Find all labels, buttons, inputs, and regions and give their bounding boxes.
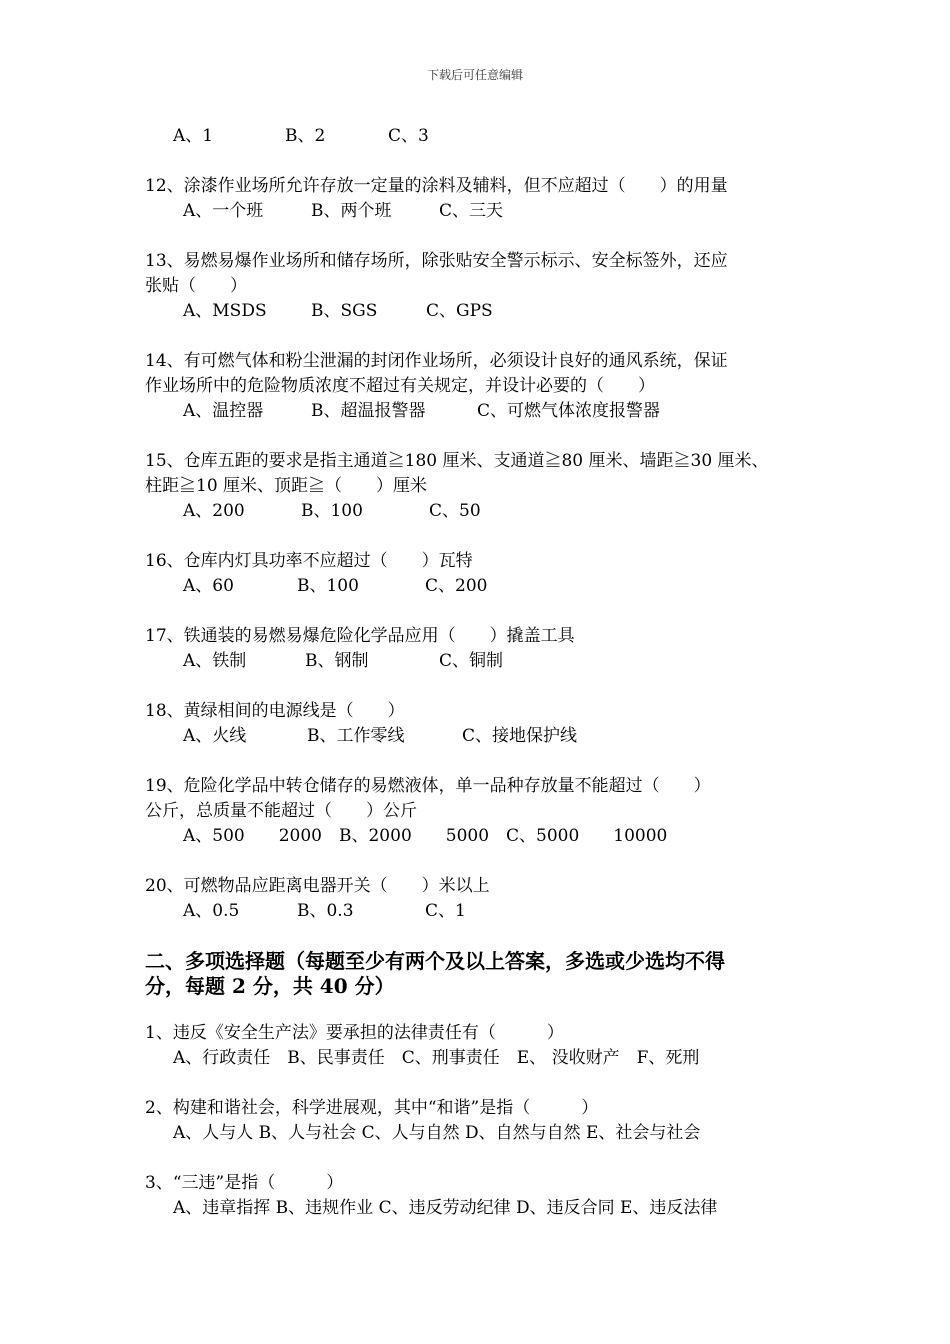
question-13 bbox=[145, 249, 825, 324]
question-text: 16、仓库内灯具功率不应超过（ ）瓦特 bbox=[145, 551, 473, 571]
section-title-line: 二、多项选择题（每题至少有两个及以上答案，多选或少选均不得 bbox=[145, 949, 725, 973]
option-a: A、200 bbox=[183, 501, 245, 521]
option-b: B、SGS bbox=[311, 301, 378, 321]
question-text-cont: 公斤，总质量不能超过（ ）公斤 bbox=[145, 801, 417, 821]
question-11-options bbox=[145, 124, 825, 149]
question-text: 19、危险化学品中转仓储存的易燃液体，单一品种存放量不能超过（ ） bbox=[145, 776, 711, 796]
multi-question-1 bbox=[145, 1021, 825, 1071]
question-text: 12、涂漆作业场所允许存放一定量的涂料及辅料，但不应超过（ ）的用量 bbox=[145, 176, 728, 196]
option-row: A、违章指挥 B、违规作业 C、违反劳动纪律 D、违反合同 E、违反法律 bbox=[173, 1198, 718, 1218]
option-b: B、2000 5000 bbox=[339, 826, 490, 846]
question-15 bbox=[145, 449, 825, 524]
question-19 bbox=[145, 774, 825, 849]
question-text: 14、有可燃气体和粉尘泄漏的封闭作业场所，必须设计良好的通风系统，保证 bbox=[145, 351, 728, 371]
option-row bbox=[145, 199, 825, 224]
option-row bbox=[145, 299, 825, 324]
question-text: 2、构建和谐社会，科学进展观，其中“和谐”是指（ ） bbox=[145, 1098, 599, 1118]
document-body bbox=[145, 124, 825, 1246]
option-row: A、人与人 B、人与社会 C、人与自然 D、自然与自然 E、社会与社会 bbox=[173, 1123, 701, 1143]
option-a: A、火线 bbox=[183, 726, 247, 746]
question-text: 17、铁通装的易燃易爆危险化学品应用（ ）撬盖工具 bbox=[145, 626, 575, 646]
multi-question-2 bbox=[145, 1096, 825, 1146]
option-b: B、2 bbox=[285, 126, 326, 146]
option-a: A、60 bbox=[183, 576, 234, 596]
question-text-cont: 柱距≧10 厘米、顶距≧（ ）厘米 bbox=[145, 476, 428, 496]
option-b: B、两个班 bbox=[311, 201, 392, 221]
option-a: A、500 2000 bbox=[183, 826, 322, 846]
question-17 bbox=[145, 624, 825, 674]
option-row bbox=[145, 574, 825, 599]
question-12 bbox=[145, 174, 825, 224]
option-row bbox=[145, 499, 825, 524]
option-a: A、铁制 bbox=[183, 651, 247, 671]
question-text: 20、可燃物品应距离电器开关（ ）米以上 bbox=[145, 876, 490, 896]
question-text-cont: 作业场所中的危险物质浓度不超过有关规定，并设计必要的（ ） bbox=[145, 376, 655, 396]
option-c: C、可燃气体浓度报警器 bbox=[477, 401, 661, 421]
question-14 bbox=[145, 349, 825, 424]
option-b: B、超温报警器 bbox=[311, 401, 426, 421]
option-row bbox=[145, 399, 825, 424]
option-a: A、MSDS bbox=[183, 301, 267, 321]
option-c: C、铜制 bbox=[439, 651, 504, 671]
option-row bbox=[145, 824, 825, 849]
option-b: B、100 bbox=[297, 576, 359, 596]
multi-question-3 bbox=[145, 1171, 825, 1221]
option-b: B、工作零线 bbox=[307, 726, 405, 746]
option-row: A、行政责任 B、民事责任 C、刑事责任 E、 没收财产 F、死刑 bbox=[173, 1048, 700, 1068]
option-c: C、200 bbox=[425, 576, 488, 596]
option-b: B、100 bbox=[301, 501, 363, 521]
option-row bbox=[145, 649, 825, 674]
question-text: 3、“三违”是指（ ） bbox=[145, 1173, 344, 1193]
question-text: 1、违反《安全生产法》要承担的法律责任有（ ） bbox=[145, 1023, 564, 1043]
question-18 bbox=[145, 699, 825, 749]
option-a: A、一个班 bbox=[183, 201, 264, 221]
option-c: C、三天 bbox=[439, 201, 504, 221]
option-a: A、1 bbox=[173, 126, 214, 146]
question-text: 18、黄绿相间的电源线是（ ） bbox=[145, 701, 405, 721]
option-row bbox=[145, 724, 825, 749]
option-a: A、0.5 bbox=[183, 901, 240, 921]
option-row bbox=[145, 899, 825, 924]
option-c: C、接地保护线 bbox=[462, 726, 578, 746]
option-c: C、5000 10000 bbox=[506, 826, 668, 846]
question-16 bbox=[145, 549, 825, 599]
section-title-line: 分，每题 2 分，共 40 分） bbox=[145, 974, 395, 998]
option-c: C、50 bbox=[429, 501, 481, 521]
question-text: 13、易燃易爆作业场所和储存场所，除张贴安全警示标示、安全标签外，还应 bbox=[145, 251, 728, 271]
option-b: B、钢制 bbox=[305, 651, 369, 671]
option-c: C、1 bbox=[425, 901, 466, 921]
question-20 bbox=[145, 874, 825, 924]
option-a: A、温控器 bbox=[183, 401, 264, 421]
question-text-cont: 张贴（ ） bbox=[145, 276, 247, 296]
section-2-title bbox=[145, 949, 825, 999]
option-row bbox=[145, 124, 825, 149]
option-c: C、3 bbox=[388, 126, 429, 146]
option-c: C、GPS bbox=[426, 301, 493, 321]
option-b: B、0.3 bbox=[297, 901, 354, 921]
question-text: 15、仓库五距的要求是指主通道≧180 厘米、支通道≧80 厘米、墙距≧30 厘米、 bbox=[145, 451, 769, 471]
page-header: 下载后可任意编辑 bbox=[426, 68, 523, 82]
